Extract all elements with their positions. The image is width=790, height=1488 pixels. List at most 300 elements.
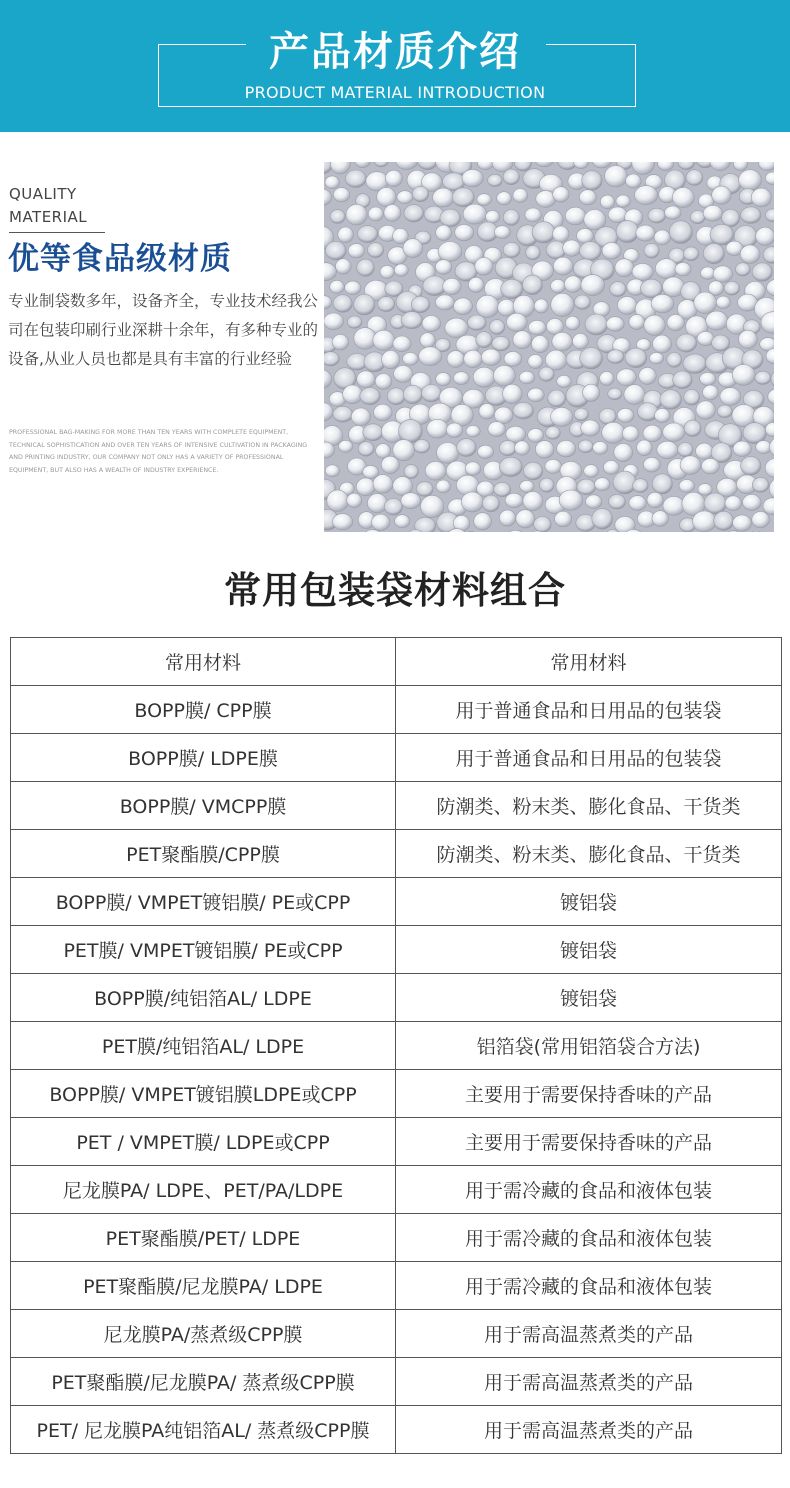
pellet	[376, 444, 391, 459]
material-cell: PET / VMPET膜/ LDPE或CPP	[11, 1118, 396, 1166]
pellet	[605, 165, 628, 187]
pellet	[367, 243, 383, 258]
pellet	[373, 475, 393, 494]
pellet	[578, 440, 593, 453]
pellet	[378, 297, 395, 312]
pellet	[519, 371, 534, 384]
pellet	[565, 207, 586, 225]
pellet	[360, 388, 380, 405]
pellet	[739, 330, 758, 348]
pellet	[462, 169, 483, 186]
pellet	[333, 514, 353, 530]
pellet	[636, 225, 655, 241]
pellet	[740, 245, 760, 264]
pellet	[345, 170, 366, 187]
quality-english-label	[9, 183, 87, 229]
pellet	[384, 204, 401, 221]
pellet	[503, 384, 523, 403]
pellet	[528, 388, 545, 402]
pellet	[539, 478, 554, 492]
pellet	[592, 508, 613, 529]
pellet	[506, 313, 527, 331]
pellet	[584, 210, 606, 230]
pellet	[581, 275, 605, 296]
pellet	[330, 280, 345, 293]
pellet	[387, 388, 405, 405]
pellet	[433, 188, 454, 207]
pellet	[722, 209, 740, 227]
pellet	[545, 459, 562, 473]
pellet	[467, 315, 486, 330]
pellet	[438, 242, 462, 262]
pellet	[494, 482, 511, 496]
pellet	[706, 311, 728, 330]
table-row	[11, 878, 782, 926]
pellet	[698, 484, 712, 496]
pellet	[690, 211, 705, 224]
pellet	[617, 408, 634, 422]
pellet	[454, 372, 470, 385]
pellet	[528, 354, 543, 368]
pellet	[639, 367, 657, 384]
pellet	[419, 347, 442, 366]
pellet	[665, 206, 682, 219]
usage-cell: 镀铝袋	[396, 878, 782, 926]
pellet	[614, 443, 633, 461]
pellet	[583, 384, 600, 401]
pellet	[714, 511, 734, 530]
pellet	[368, 207, 383, 221]
pellet	[669, 221, 692, 244]
pellet	[367, 494, 387, 513]
pellet	[397, 191, 413, 204]
pellet	[358, 442, 374, 457]
quality-description: 专业制袋数多年，设备齐全，专业技术经我公司在包装印刷行业深耕十余年，有多种专业的设备,从业人员也都是具有丰富的行业经验	[8, 292, 319, 368]
material-cell: BOPP膜/纯铝箔AL/ LDPE	[11, 974, 396, 1022]
pellet	[489, 320, 504, 335]
pellet	[704, 493, 726, 514]
pellet	[357, 371, 376, 388]
pellet	[741, 456, 761, 475]
pellet	[452, 188, 474, 207]
pellet	[643, 457, 660, 472]
pellet	[528, 320, 546, 335]
pellet	[577, 479, 596, 495]
pellet	[566, 316, 580, 330]
pellet	[436, 225, 452, 240]
pellet	[346, 204, 367, 225]
pellet	[523, 491, 543, 510]
table-row	[11, 686, 782, 734]
table-row	[11, 1022, 782, 1070]
pellet	[574, 295, 590, 309]
pellet	[652, 474, 672, 494]
pellet	[333, 188, 349, 202]
pellet	[602, 242, 621, 259]
usage-cell: 防潮类、粉末类、膨化食品、干货类	[396, 830, 782, 878]
pellet	[552, 332, 573, 351]
usage-cell: 用于普通食品和日用品的包装袋	[396, 734, 782, 782]
material-cell: PET聚酯膜/PET/ LDPE	[11, 1214, 396, 1262]
pellet	[579, 242, 601, 261]
pellet	[494, 407, 513, 424]
pellet	[357, 226, 377, 243]
pellet	[652, 511, 668, 527]
pellet	[607, 350, 624, 364]
pellet	[520, 480, 534, 492]
table-row	[11, 926, 782, 974]
table-row	[11, 1214, 782, 1262]
quality-en-line2: MATERIAL	[9, 208, 88, 226]
pellet	[385, 170, 402, 186]
pellet	[633, 479, 649, 493]
pellet	[380, 265, 394, 278]
pellet	[488, 422, 506, 437]
pellet	[503, 169, 519, 185]
pellet	[354, 294, 375, 315]
pellet	[553, 187, 569, 202]
usage-cell: 用于需高温蒸煮类的产品	[396, 1406, 782, 1454]
pellet	[403, 239, 423, 258]
pellet	[374, 404, 393, 420]
pellet	[395, 515, 410, 528]
pellet	[660, 390, 682, 410]
table-row	[11, 1166, 782, 1214]
pellet	[475, 258, 493, 276]
material-cell: PET膜/纯铝箔AL/ LDPE	[11, 1022, 396, 1070]
pellet	[339, 440, 353, 452]
material-cell: 尼龙膜PA/蒸煮级CPP膜	[11, 1310, 396, 1358]
pellet	[609, 494, 626, 509]
banner-subtitle: PRODUCT MATERIAL INTRODUCTION	[244, 83, 546, 102]
pellet	[330, 210, 345, 224]
pellet	[551, 279, 566, 293]
table-row	[11, 1262, 782, 1310]
pellet	[617, 296, 637, 314]
material-cell: PET聚酯膜/尼龙膜PA/ LDPE	[11, 1262, 396, 1310]
pellet	[581, 420, 600, 436]
pellet	[724, 281, 740, 295]
pellet	[732, 365, 755, 386]
pellet	[720, 388, 741, 406]
usage-cell: 镀铝袋	[396, 974, 782, 1022]
pellet	[375, 374, 392, 390]
pellet	[513, 189, 528, 203]
quality-english-description: PROFESSIONAL BAG-MAKING FOR MORE THAN TEN YEARS WITH COMPLETE EQUIPMENT, TECHNICAL SOPHISTICATION AND OVER TEN YEARS OF INTENSIVE CULTIVATION IN PACKAGING AND PRINTING INDUSTRY, OUR COMPANY NOT ONLY HAS A VARIETY OF PROFESSIONAL EQUIPMENT, BUT ALSO HAS A WEALTH OF INDUSTRY EXPERIENCE.	[9, 429, 308, 474]
pellet	[522, 275, 542, 295]
pellet	[427, 419, 448, 438]
pellet	[610, 282, 626, 297]
pellet	[733, 515, 752, 531]
pellet	[381, 456, 399, 473]
pellet	[420, 333, 435, 348]
banner-title: 产品材质介绍	[269, 29, 521, 75]
pellet	[492, 336, 510, 351]
material-cell: BOPP膜/ VMCPP膜	[11, 782, 396, 830]
pellet	[553, 257, 573, 275]
pellet	[725, 496, 742, 511]
table-row	[11, 734, 782, 782]
pellet	[488, 174, 503, 186]
pellet	[347, 316, 362, 328]
pellet	[526, 246, 541, 260]
pellet	[667, 353, 682, 368]
pellet	[584, 465, 599, 478]
pellet	[503, 242, 520, 257]
pellet	[443, 278, 461, 294]
pellet	[403, 353, 419, 366]
pellet	[700, 372, 716, 385]
pellet	[348, 244, 365, 258]
pellet	[617, 369, 637, 386]
pellet	[600, 195, 614, 209]
pellet	[333, 295, 352, 313]
section-title: 常用包装袋材料组合	[224, 569, 566, 612]
pellet	[455, 224, 474, 240]
pellet	[531, 336, 548, 353]
material-cell: PET膜/ VMPET镀铝膜/ PE或CPP	[11, 926, 396, 974]
pellet	[577, 228, 594, 243]
pellet	[476, 332, 492, 348]
pellet	[479, 404, 495, 419]
pellet	[683, 354, 707, 374]
pellet	[632, 263, 653, 280]
usage-cell: 用于需冷藏的食品和液体包装	[396, 1214, 782, 1262]
pellet	[332, 335, 349, 350]
pellet	[648, 208, 666, 223]
usage-cell: 铝箔袋(常用铝箔袋合方法)	[396, 1022, 782, 1070]
pellet	[436, 373, 451, 386]
pellet	[654, 230, 670, 245]
material-cell: PET聚酯膜/尼龙膜PA/ 蒸煮级CPP膜	[11, 1358, 396, 1406]
pellet	[755, 371, 771, 384]
pellet	[411, 296, 430, 312]
pellet	[663, 423, 685, 441]
pellet	[422, 316, 441, 332]
pellet	[703, 205, 722, 221]
pellet	[535, 441, 554, 459]
pellet	[557, 441, 576, 457]
pellet	[703, 385, 719, 400]
usage-cell: 防潮类、粉末类、膨化食品、干货类	[396, 782, 782, 830]
pellet	[436, 480, 450, 493]
pellet	[345, 281, 361, 295]
pellet	[739, 170, 762, 191]
pellet	[377, 188, 396, 207]
pellet	[499, 440, 516, 455]
pellet	[586, 495, 602, 509]
pellet	[393, 440, 415, 461]
usage-cell: 用于需冷藏的食品和液体包装	[396, 1166, 782, 1214]
pellet	[608, 388, 622, 400]
pellet	[401, 312, 422, 329]
pellet	[499, 510, 515, 526]
pellet	[564, 276, 582, 293]
pellet	[680, 456, 701, 475]
pellet	[435, 295, 454, 310]
pellet	[559, 490, 583, 510]
pellet	[644, 315, 665, 335]
table-row	[11, 1358, 782, 1406]
pellet	[447, 351, 464, 368]
materials-table	[10, 637, 782, 1454]
pellet	[733, 441, 751, 456]
usage-cell: 用于需高温蒸煮类的产品	[396, 1310, 782, 1358]
pellet	[425, 461, 446, 480]
pellet	[504, 351, 522, 366]
pellet	[693, 511, 717, 532]
pellet	[416, 482, 433, 497]
pellet	[595, 478, 611, 491]
table-row	[11, 1118, 782, 1166]
pellet	[643, 425, 662, 442]
pellet	[394, 366, 413, 383]
pellet	[702, 458, 720, 474]
pellet	[735, 263, 750, 276]
pellet	[493, 365, 515, 386]
header-banner	[0, 0, 790, 132]
pellet	[752, 263, 772, 281]
pellet	[325, 176, 339, 189]
pellet	[672, 188, 694, 208]
pellet	[454, 298, 473, 315]
pellet	[629, 496, 646, 511]
pellet	[667, 315, 684, 331]
material-cell: PET聚酯膜/CPP膜	[11, 830, 396, 878]
pellet	[384, 499, 402, 516]
usage-cell: 镀铝袋	[396, 926, 782, 974]
material-cell: PET/ 尼龙膜PA纯铝箔AL/ 蒸煮级CPP膜	[11, 1406, 396, 1454]
pellet	[553, 226, 570, 242]
pellet	[546, 426, 561, 439]
pellet	[516, 510, 535, 528]
pellet	[356, 478, 375, 496]
pellet	[499, 457, 522, 476]
pellet	[557, 375, 572, 387]
table-header-cell: 常用材料	[396, 638, 782, 686]
pellet	[585, 314, 608, 335]
pellet	[694, 292, 717, 314]
pellet	[373, 330, 395, 350]
pellet	[363, 424, 383, 441]
pellet	[655, 408, 671, 422]
pellet	[399, 419, 423, 442]
pellet	[555, 511, 572, 527]
pellet	[440, 209, 461, 227]
pellet	[503, 210, 519, 226]
pellet	[513, 331, 532, 349]
pellet	[466, 425, 480, 437]
pellet	[478, 445, 494, 458]
pellet	[446, 423, 462, 438]
usage-cell: 主要用于需要保持香味的产品	[396, 1070, 782, 1118]
pellet	[629, 315, 645, 330]
usage-cell: 用于需高温蒸煮类的产品	[396, 1358, 782, 1406]
pellet	[615, 259, 634, 277]
pellet	[404, 465, 418, 479]
pellet	[580, 348, 603, 370]
pellet	[673, 371, 692, 389]
pellet	[624, 385, 645, 405]
pellet	[579, 190, 596, 205]
pellet	[468, 277, 484, 292]
material-cell: BOPP膜/ VMPET镀铝膜/ PE或CPP	[11, 878, 396, 926]
pellet	[616, 195, 630, 207]
pellet	[461, 492, 483, 512]
pellet	[657, 441, 678, 458]
pellet	[357, 259, 375, 276]
pellet	[752, 477, 769, 492]
pellet	[482, 495, 499, 512]
pellet	[548, 390, 566, 407]
pellet	[404, 205, 424, 222]
usage-cell: 主要用于需要保持香味的产品	[396, 1118, 782, 1166]
pellet	[663, 497, 685, 516]
pellet	[600, 371, 614, 385]
pellet	[481, 349, 501, 366]
pellet	[696, 443, 714, 459]
quality-title: 优等食品级材质	[8, 241, 232, 277]
pellet	[336, 259, 352, 274]
pellet	[445, 318, 468, 338]
table-row	[11, 974, 782, 1022]
pellet	[497, 192, 512, 205]
pellet	[534, 299, 548, 313]
pellet	[712, 186, 731, 204]
pellet	[551, 293, 574, 316]
pellet	[515, 441, 530, 455]
pellet	[616, 220, 639, 242]
pellet	[622, 426, 639, 441]
pellet	[696, 401, 715, 419]
pellet	[563, 240, 581, 256]
pellet	[327, 490, 349, 512]
pellet	[421, 495, 444, 517]
pellet	[551, 407, 573, 426]
pellet	[756, 441, 772, 454]
pellet	[678, 443, 693, 457]
pellet	[513, 402, 534, 419]
pellet	[637, 440, 653, 456]
pellet	[523, 462, 542, 480]
table-row	[11, 1070, 782, 1118]
pellet	[635, 186, 658, 205]
pellet	[653, 335, 672, 353]
pellet	[505, 493, 523, 507]
pellet	[608, 207, 627, 223]
pellet	[325, 242, 346, 260]
pellet	[465, 462, 481, 476]
pellet	[651, 294, 674, 312]
pellet	[401, 493, 421, 509]
pellet	[393, 336, 411, 352]
pellet	[713, 266, 732, 282]
pellet	[351, 408, 370, 426]
quality-divider	[9, 232, 105, 233]
pellet	[494, 226, 510, 239]
table-row	[11, 1406, 782, 1454]
pellet	[593, 442, 608, 455]
pellet	[412, 186, 428, 201]
pellet	[613, 471, 636, 494]
pellet	[464, 350, 483, 367]
pellet	[476, 295, 499, 317]
table-row	[11, 782, 782, 830]
pellet	[572, 334, 588, 350]
pellet	[676, 334, 697, 352]
pellet	[324, 352, 339, 366]
pellet	[703, 243, 724, 263]
